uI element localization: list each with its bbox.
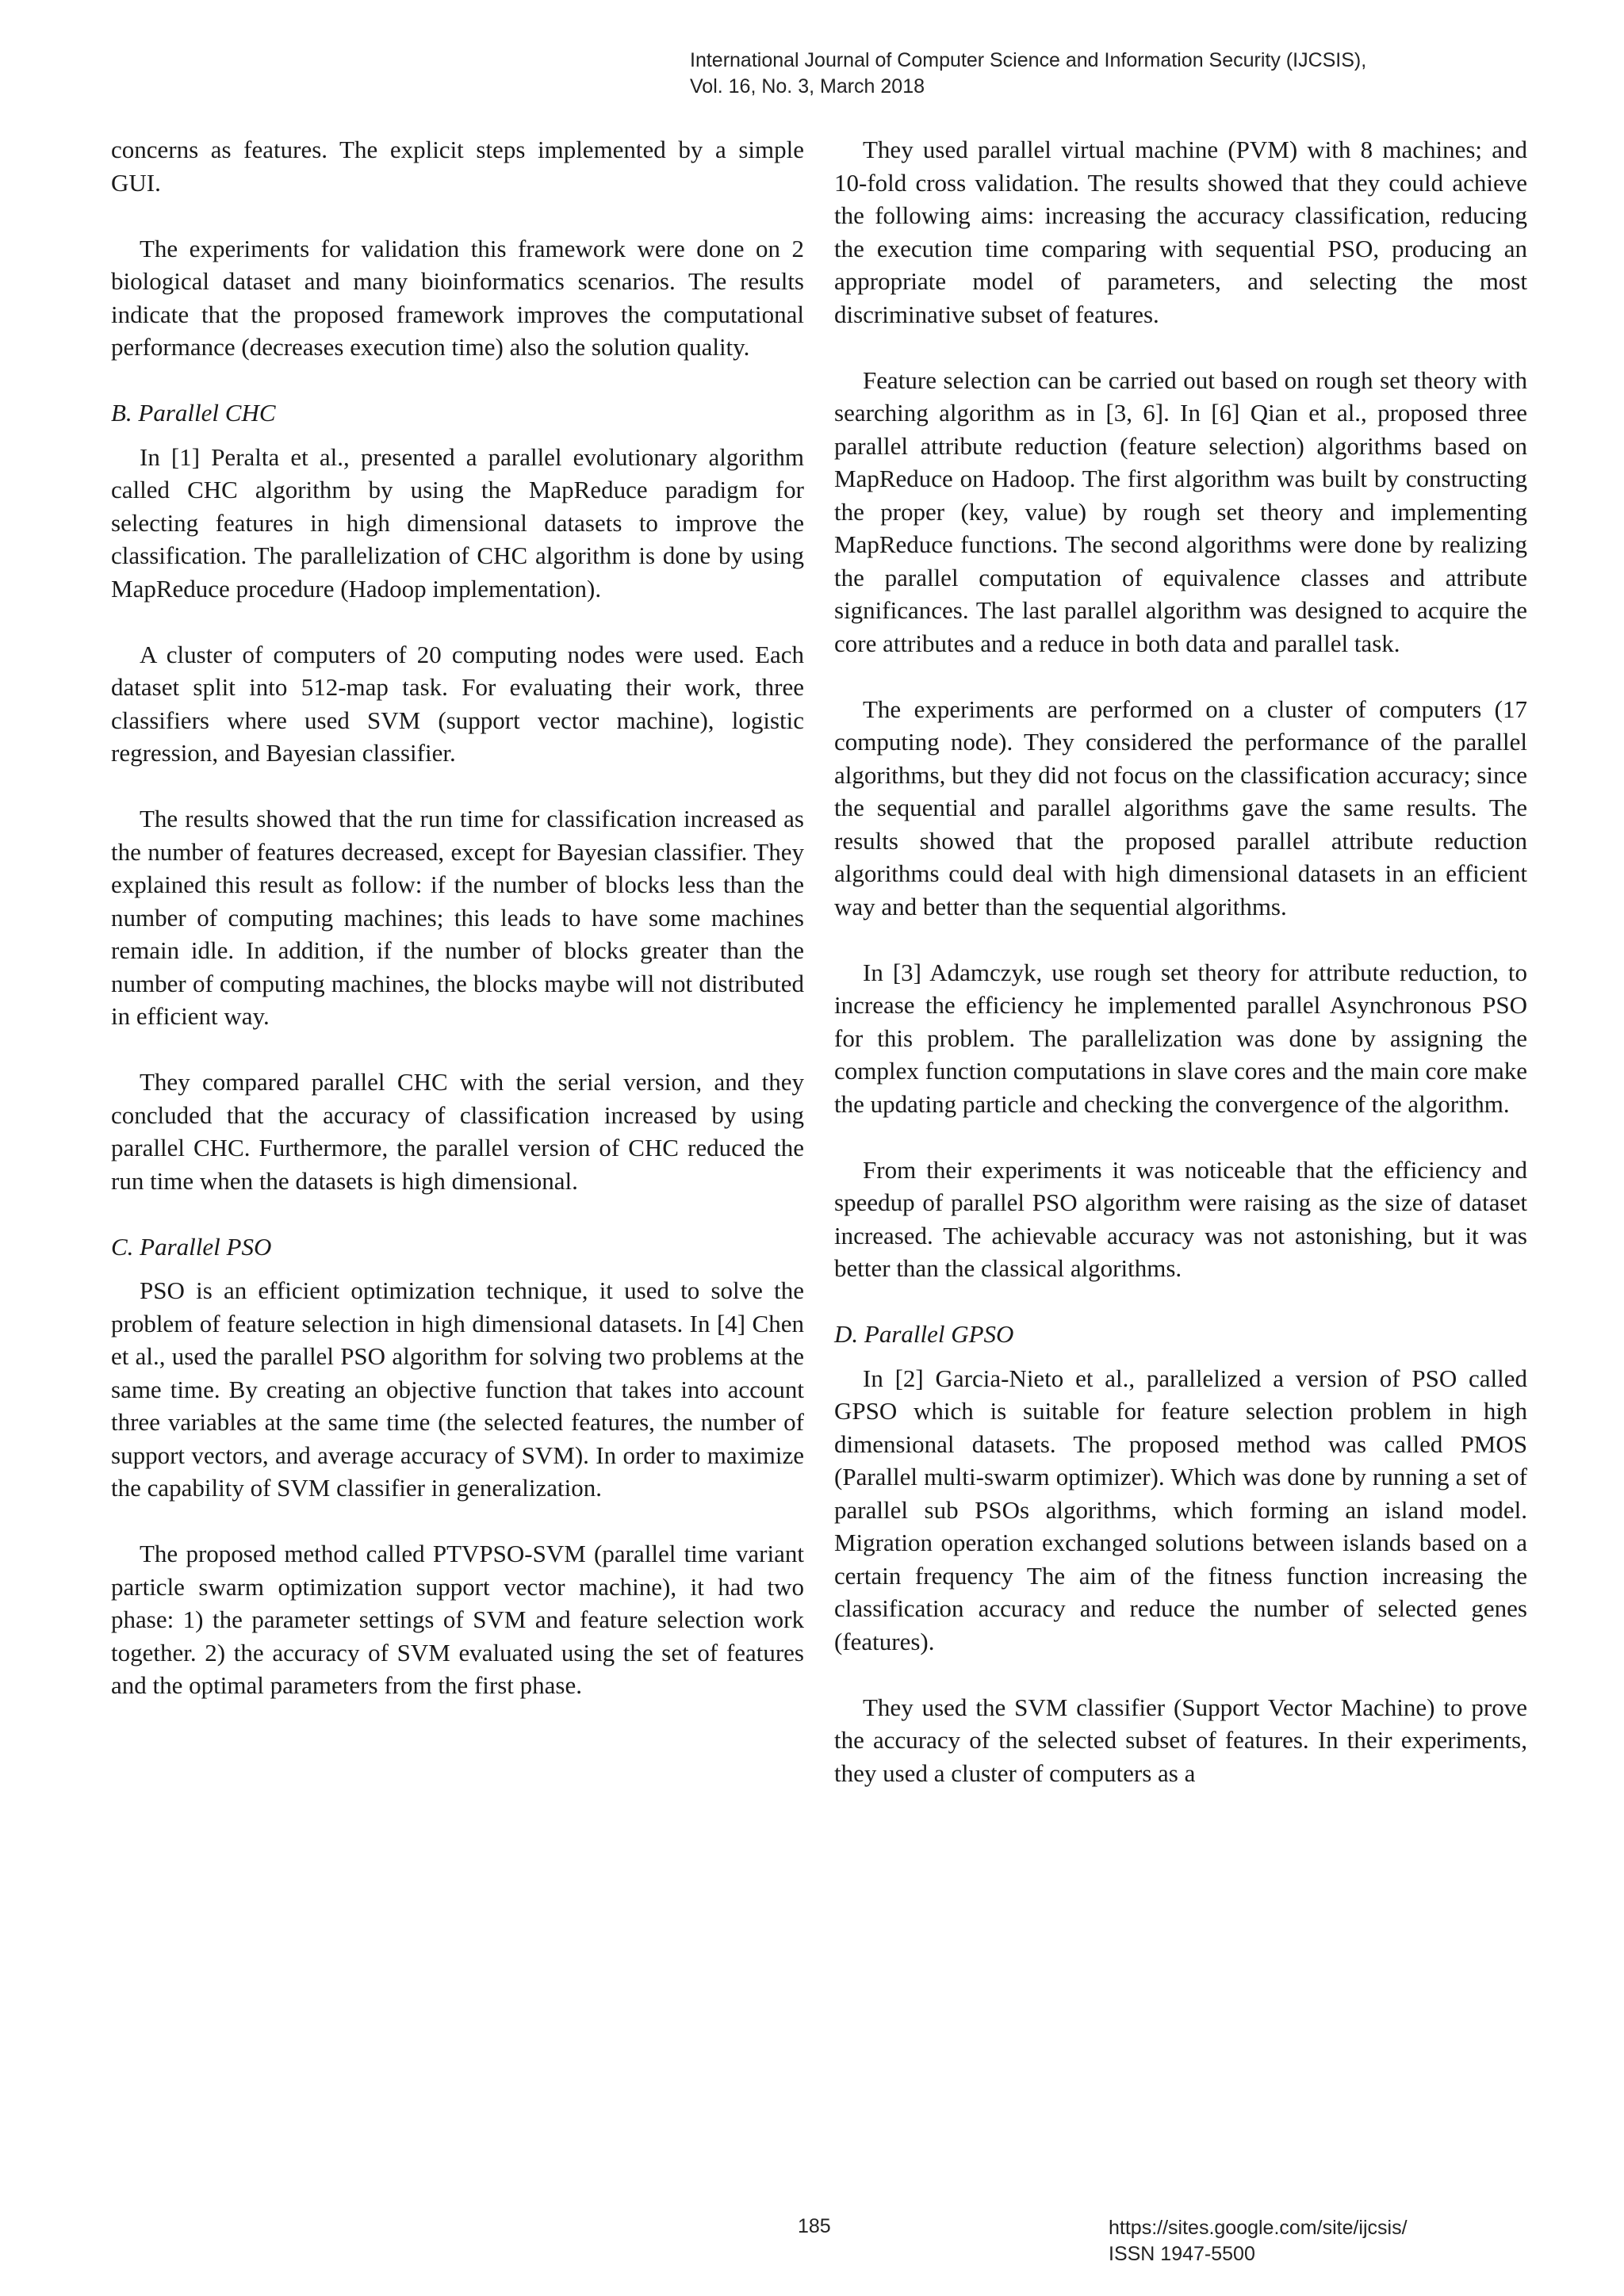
right-column [834,133,1527,1823]
paragraph: A cluster of computers of 20 computing nodes were used. Each dataset split into 512-map task. For evaluating their work, three classifiers where used SVM (support vector machine), logistic regression, and Bayesian classifier. [111,640,804,767]
page-number: 185 [798,2215,831,2237]
footer-issn: ISSN 1947-5500 [1109,2243,1255,2265]
paragraph: They compared parallel CHC with the serial version, and they concluded that the accuracy of classification increased by using parallel CHC. Furthermore, the parallel version of CHC reduced the run time when the datasets is high dimensional. [111,1068,804,1195]
paragraph: In [2] Garcia-Nieto et al., parallelized a version of PSO called GPSO which is suitable for feature selection problem in high dimensional datasets. The proposed method was called PMOS (Parallel multi-swarm optimizer). Which was done by running a set of parallel sub PSOs algorithms, which forming an island model. Migration operation exchanged solutions between islands based on a certain frequency The aim of the fitness function increasing the classification accuracy and reduce the number of selected genes (features). [834,1364,1527,1655]
paragraph: In [3] Adamczyk, use rough set theory for attribute reduction, to increase the efficiency he implemented parallel Asynchronous PSO for this problem. The parallelization was done by assigning the complex function computations in slave cores and the main core make the updating particle and checking the convergence of the algorithm. [834,958,1527,1118]
paragraph: PSO is an efficient optimization technique, it used to solve the problem of feature selection in high dimensional datasets. In [4] Chen et al., used the parallel PSO algorithm for solving two problems at the same time. By creating an objective function that takes into account three variables at the same time (the selected features, the number of support vectors, and average accuracy of SVM). In order to maximize the capability of SVM classifier in generalization. [111,1276,804,1502]
paragraph: From their experiments it was noticeable that the efficiency and speedup of parallel PSO algorithm were raising as the size of dataset increased. The achievable accuracy was not astonishing, but it was better than the classical algorithms. [834,1155,1527,1282]
paragraph: They used the SVM classifier (Support Vector Machine) to prove the accuracy of the selected subset of features. In their experiments, they used a cluster of computers as a [834,1693,1527,1787]
paragraph: The experiments for validation this framework were done on 2 biological dataset and many bioinformatics scenarios. The results indicate that the proposed framework improves the computational performance (decreases execution time) also the solution quality. [111,234,804,361]
paragraph: The results showed that the run time for classification increased as the number of features decreased, except for Bayesian classifier. They explained this result as follow: if the number of blocks less than the number of computing machines; this leads to have some machines remain idle. In addition, if the number of blocks greater than the number of computing machines, the blocks maybe will not distributed in efficient way. [111,805,804,1030]
paragraph: Feature selection can be carried out based on rough set theory with searching algorithm as in [3, 6]. In [6] Qian et al., proposed three parallel attribute reduction (feature selection) algorithms based on MapReduce on Hadoop. The first algorithm was built by constructing the proper (key, value) by rough set theory and implementing MapReduce functions. The second algorithms were done by realizing the parallel computation of equivalence classes and attribute significances. The last parallel algorithm was designed to acquire the core attributes and a reduce in both data and parallel task. [834,365,1527,657]
footer-info [1109,2215,1408,2267]
paragraph: concerns as features. The explicit steps implemented by a simple GUI. [111,136,804,197]
section-heading-parallel-gpso: D. Parallel GPSO [834,1320,1014,1348]
journal-volume: Vol. 16, No. 3, March 2018 [690,75,925,98]
paragraph: The experiments are performed on a cluster of computers (17 computing node). They considered the performance of the parallel algorithms, but they did not focus on the classification accuracy; since the sequential and parallel algorithms gave the same results. The results showed that the proposed parallel attribute reduction algorithms could deal with high dimensional datasets in an efficient way and better than the sequential algorithms. [834,695,1527,920]
journal-title: International Journal of Computer Science and Information Security (IJCSIS), [690,49,1367,71]
paragraph: They used parallel virtual machine (PVM) with 8 machines; and 10-fold cross validation. The results showed that they could achieve the following aims: increasing the accuracy classification, reducing the execution time comparing with sequential PSO, producing an appropriate model of parameters, and selecting the most discriminative subset of features. [834,136,1527,328]
section-heading-parallel-pso: C. Parallel PSO [111,1232,272,1261]
footer-url: https://sites.google.com/site/ijcsis/ [1109,2217,1408,2239]
paragraph: The proposed method called PTVPSO-SVM (parallel time variant particle swarm optimization support vector machine), it had two phase: 1) the parameter settings of SVM and feature selection work together. 2) the accuracy of SVM evaluated using the set of features and the optimal parameters from the first phase. [111,1540,804,1699]
section-heading-parallel-chc: B. Parallel CHC [111,399,276,427]
left-column [111,133,804,1735]
paragraph: In [1] Peralta et al., presented a parallel evolutionary algorithm called CHC algorithm by using the MapReduce paradigm for selecting features in high dimensional datasets to improve the classification. The parallelization of CHC algorithm is done by using MapReduce procedure (Hadoop implementation). [111,442,804,603]
journal-header [690,48,1366,100]
